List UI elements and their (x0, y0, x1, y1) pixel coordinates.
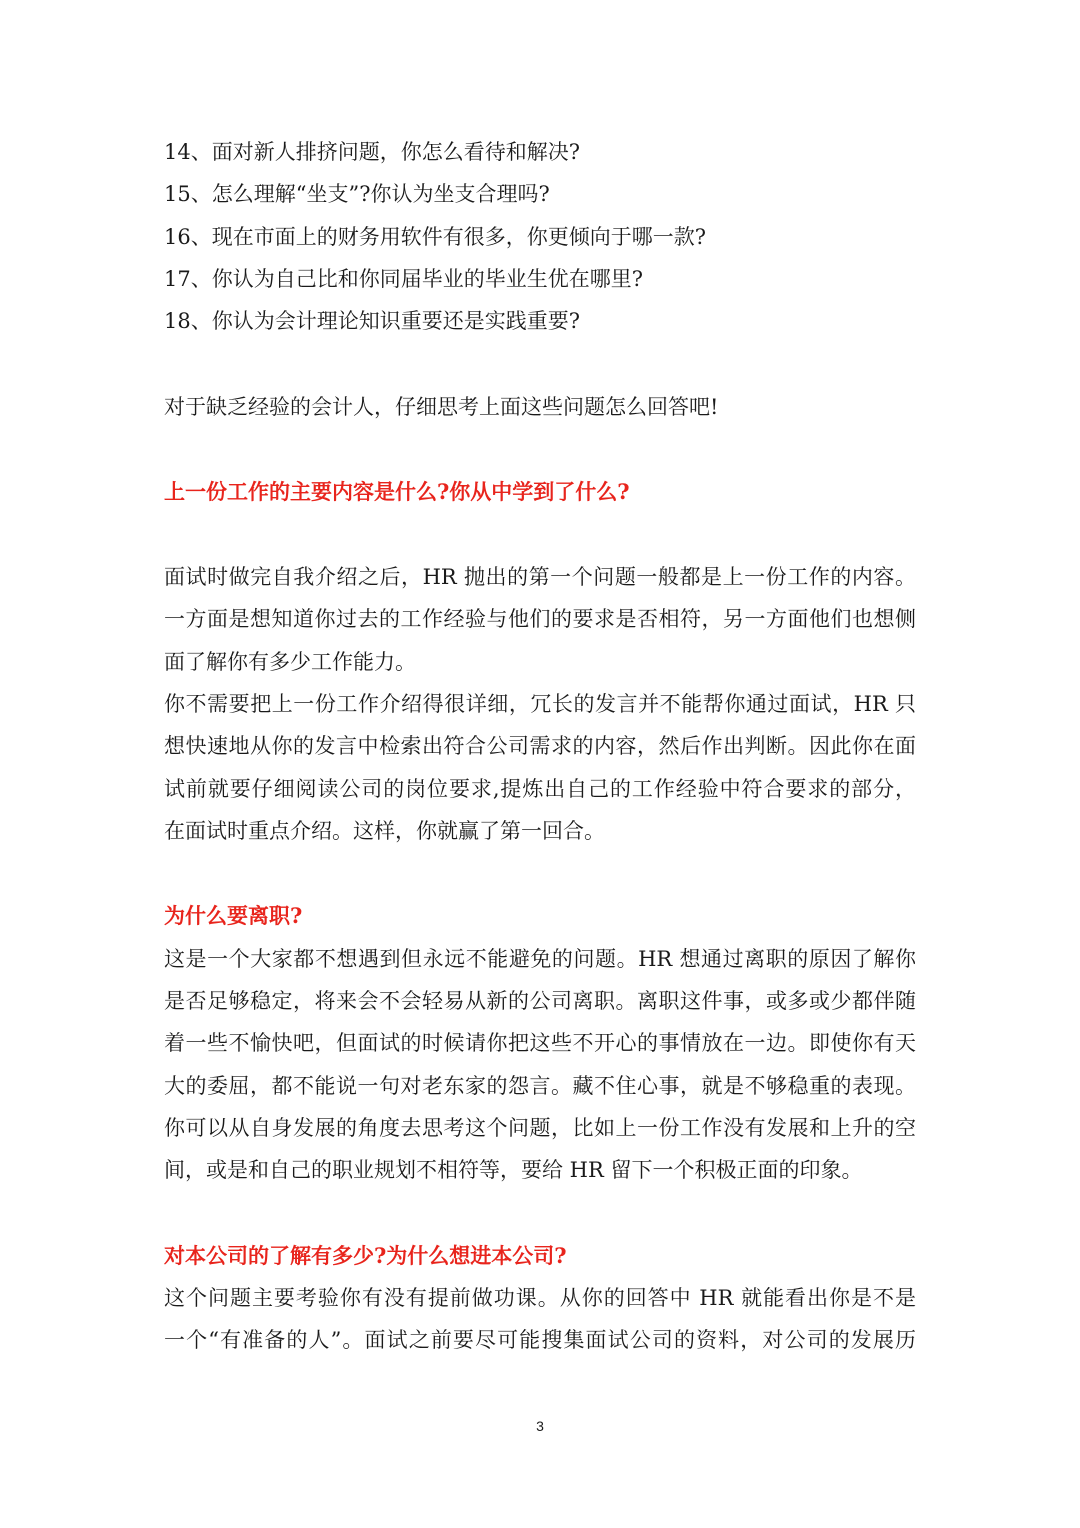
section-heading-resignation: 为什么要离职? (164, 903, 303, 928)
paragraph-line: 在面试时重点介绍。这样，你就赢了第一回合。 (164, 819, 605, 843)
page-number: 3 (536, 1418, 544, 1434)
paragraph-line: 这个问题主要考验你有没有提前做功课。从你的回答中 HR 就能看出你是不是 (164, 1286, 916, 1310)
paragraph-line: 间，或是和自己的职业规划不相符等，要给 HR 留下一个积极正面的印象。 (164, 1158, 863, 1182)
paragraph-line: 面试时做完自我介绍之后，HR 抛出的第一个问题一般都是上一份工作的内容。 (164, 565, 916, 589)
paragraph-line: 一方面是想知道你过去的工作经验与他们的要求是否相符，另一方面他们也想侧 (164, 607, 916, 631)
question-item-17: 17、你认为自己比和你同届毕业的毕业生优在哪里? (164, 267, 643, 291)
paragraph-line: 想快速地从你的发言中检索出符合公司需求的内容，然后作出判断。因此你在面 (164, 734, 916, 758)
section-heading-previous-job: 上一份工作的主要内容是什么?你从中学到了什么? (164, 479, 630, 504)
paragraph-line: 这是一个大家都不想遇到但永远不能避免的问题。HR 想通过离职的原因了解你 (164, 947, 916, 971)
paragraph-line: 面了解你有多少工作能力。 (164, 650, 416, 674)
paragraph-line: 大的委屈，都不能说一句对老东家的怨言。藏不住心事，就是不够稳重的表现。 (164, 1074, 916, 1098)
paragraph-line: 一个“有准备的人”。面试之前要尽可能搜集面试公司的资料，对公司的发展历 (164, 1328, 916, 1352)
question-item-14: 14、面对新人排挤问题，你怎么看待和解决? (164, 140, 580, 164)
section-heading-company-knowledge: 对本公司的了解有多少?为什么想进本公司? (164, 1243, 567, 1268)
document-page (164, 0, 916, 1528)
paragraph-line: 着一些不愉快吧，但面试的时候请你把这些不开心的事情放在一边。即使你有天 (164, 1031, 916, 1055)
question-item-16: 16、现在市面上的财务用软件有很多，你更倾向于哪一款? (164, 225, 706, 249)
paragraph-line: 是否足够稳定，将来会不会轻易从新的公司离职。离职这件事，或多或少都伴随 (164, 989, 916, 1013)
paragraph-line: 你不需要把上一份工作介绍得很详细，冗长的发言并不能帮你通过面试，HR 只 (164, 692, 916, 716)
question-item-15: 15、怎么理解“坐支”?你认为坐支合理吗? (164, 182, 550, 206)
intro-paragraph: 对于缺乏经验的会计人，仔细思考上面这些问题怎么回答吧! (164, 395, 719, 419)
paragraph-line: 你可以从自身发展的角度去思考这个问题，比如上一份工作没有发展和上升的空 (164, 1116, 916, 1140)
question-item-18: 18、你认为会计理论知识重要还是实践重要? (164, 309, 580, 333)
paragraph-line: 试前就要仔细阅读公司的岗位要求,提炼出自己的工作经验中符合要求的部分， (164, 777, 916, 801)
